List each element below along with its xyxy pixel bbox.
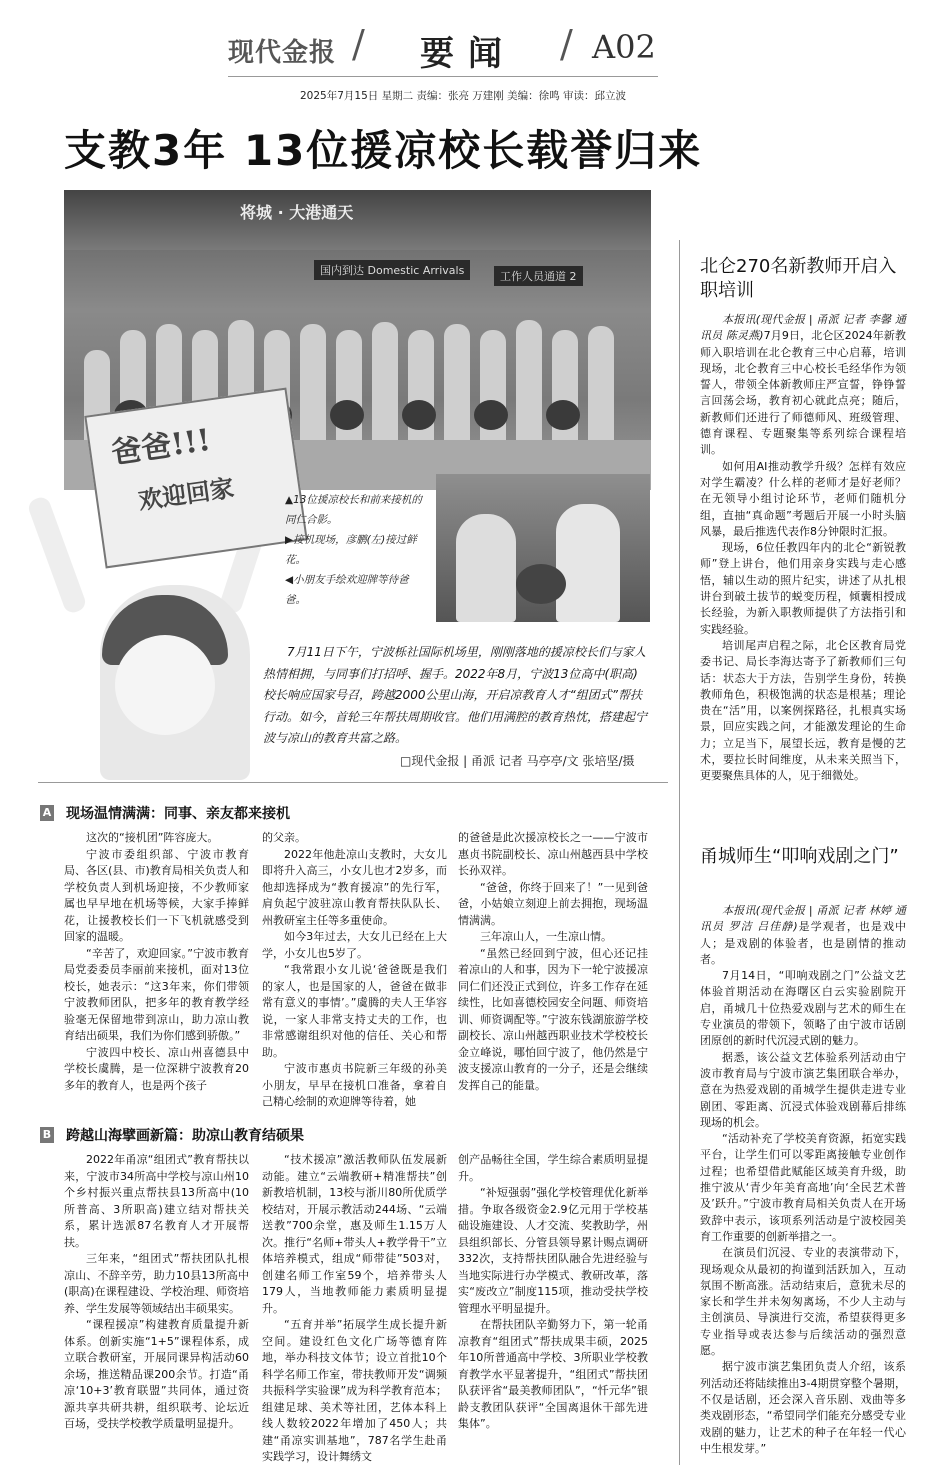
dateline: 2025年7月15日 星期二 责编：张亮 万建刚 美编：徐鸣 审读：邱立波 [300,90,626,102]
paragraph: 宁波市委组织部、宁波市教育局、各区(县、市)教育局相关负责人和学校负责人到机场迎接，不少教师家属也早早地在机场等候，大家手捧鲜花，让援教校长们一下飞机就感受到回家的温暖。 [64,847,249,943]
arm [26,495,88,615]
arrivals-sign-cn: 国内到达 [320,264,364,277]
lede-paragraph: 7月11日下午，宁波栎社国际机场里，刚刚落地的援凉校长们与家人热情相拥，与同事们打招呼、握手。2022年8月，宁波13位高中(职高)校长响应国家号召，跨越2000公里山海，开启凉教育人才“组团式”帮扶行动。如今，首轮三年帮扶周期收官。他们用满腔的教育热忱，搭建起宁波与凉山的教育共富之路。 [263,645,648,745]
paragraph: 的父亲。 [262,831,306,844]
sidebar-1-title: 北仑270名新教师开启入职培训 [700,256,897,301]
paragraph-text: 是学观者，也是戏中人；是戏剧的体验者，也是剧情的推动者。 [700,920,906,966]
page-number: A02 [592,28,656,66]
bouquet [402,400,436,430]
paragraph: “补短强弱”强化学校管理优化新举措。争取各级资金2.9亿元用于学校基础设施建设、人才交流、奖教助学，州县组织部长、分管县领导累计赐点调研332次，支持帮扶团队融合先进经验与当地实际进行办学模式、教研改革，落实“废改立”制度115项，推动受扶学校管理水平明显提升。 [458,1186,648,1315]
column-divider [679,240,680,1465]
sidebar-1-kicker: 本报讯(现代金报 | 甬派 记者 李馨 通讯员 陈灵燕) [700,313,906,343]
person-right [556,504,620,622]
paragraph: 创产品畅往全国，学生综合素质明显提升。 [458,1153,648,1183]
section-name: 要闻 [420,34,516,74]
paragraph [700,903,906,968]
byline: □现代金报 | 甬派 记者 马亭亭/文 张培坚/摄 [400,754,635,768]
staff-sign-label: 工作人员通道 [500,270,566,283]
section-a-column-2 [262,830,447,1111]
bouquet [330,400,364,430]
gate-number: 2 [569,270,577,283]
bouquet [516,564,566,604]
person [480,330,506,450]
person [588,326,614,450]
paragraph: 在帮扶团队辛勤努力下，第一轮甬凉教育“组团式”帮扶成果丰硕，2025年10所普通高中学校、3所职业学校教育教学水平显著提升，“组团式”帮扶团队获评省“最美教师团队”，“忏元华”银龄支教团队获评“全国离退休干部先进集体”。 [458,1318,648,1430]
paragraph: “虽然已经回到宁波，但心还记挂着凉山的人和事，因为下一轮宁波援凉同仁们还没正式到位，许多工作存在延续性，比如喜德校园安全问题、师资培训、师资调配等。”宁波东钱湖旅游学校副校长、凉山州越西职业技术学校校长金立峰说，哪怕回宁波了，他仍然是宁波支援凉山教育的一分子，还是会继续发挥自己的能量。 [458,946,648,1092]
masthead-divider: / [352,22,365,66]
section-tag-a: A [40,805,54,821]
section-b-column-1 [64,1152,249,1433]
person [516,320,542,450]
section-b-column-3 [458,1152,648,1433]
section-b-title: 跨越山海擘画新篇：助凉山教育结硕果 [66,1128,304,1144]
paragraph: “技术援凉”激活教师队伍发展新动能。建立“云端教研+精准帮扶”创新教培机制，13校与浙川80所优质学校结对，开展示教活动244场、“云端送教”700余堂，惠及师生1.15万人次。推行“名师+带头人+教学骨干”立体培养模式，组成“师带徒”503对，创建名师工作室59个，培养带头人179人，当地教师能力素质明显提升。 [262,1153,447,1315]
section-tag-b: B [40,1127,54,1143]
masthead [0,0,934,80]
section-a-column-1 [64,830,249,1094]
placard-line-1: 爸爸!!! [109,422,213,472]
paragraph: 如今3年过去，大女儿已经在上大学，小女儿也5岁了。 [262,930,447,960]
paragraph: 在演员们沉浸、专业的表演带动下，现场观众从最初的拘谨到活跃加入，互动氛围不断高涨。活动结束后，意犹未尽的家长和学生并未匆匆离场，不少人主动与主创演员、导演进行交流，希望获得更多专业指导或表达参与后续活动的强烈意愿。 [700,1246,906,1358]
paragraph: 培训尾声启程之际，北仑区教育局党委书记、局长李海达寄予了新教师们三句话：状态大于方法，告别学生身份，转换教师角色，积极饱满的状态是根基；理论贵在“活”用，以案例探路径，扎根真实场景，回应实践之问，才能激发理论的生命力；立足当下，展望长远，教育是慢的艺术，要拉长时间维度，从未来关照当下，更要聚焦具体的人，见于细微处。 [700,638,906,783]
masthead-divider: / [560,22,573,66]
person [336,330,362,450]
person [372,322,398,450]
person [552,330,578,450]
arrivals-sign-en: Domestic Arrivals [367,264,465,277]
paragraph: 现场，6位任教四年内的北仑“新锐教师”登上讲台，他们用亲身实践与走心感悟，辅以生动的照片纪实，讲述了从扎根讲台到破土拔节的蜕变历程，倾囊相授成长经验，为新入职教师提供了方法指引和实践经验。 [700,541,906,636]
caption-line: ◀小朋友手绘欢迎牌等待爸爸。 [285,574,409,606]
bouquet [474,400,508,430]
paragraph: 三年凉山人，一生凉山情。 [480,930,612,943]
caption-line: ▶接机现场，彦鹏(左)接过鲜花。 [285,534,417,566]
handshake-photo [436,474,650,622]
bouquet [546,400,580,430]
paragraph: “辛苦了，欢迎回家。”宁波市教育局党委委员李丽前来接机，面对13位校长，她表示：“这3年来，你们带领宁波教师团队，把多年的教育教学经验毫无保留地带到凉山，助力凉山教育结出硕果，我们为你们感到骄傲。” [64,946,249,1042]
person-left [456,514,516,622]
paragraph: 7月14日，“叩响戏剧之门”公益文艺体验首期活动在海曙区白云实验剧院开启，甬城几十位热爱戏剧与艺术的师生在专业演员的带领下，领略了由宁波市话剧团原创的新时代沉浸式剧的魅力。 [700,969,906,1048]
paragraph: “五育并举”拓展学生成长提升新空间。建设红色文化广场等德育阵地，举办科技文体节；设立首批10个科学名师工作室，带扶教师开发“调频共振科学实验课”成为科学教育范本；组建足球、美术等社团，艺体本科上线人数较2022年增加了450人；共建“甬凉实训基地”，787名学生赴甬实践学习，设计舞绣文 [262,1318,447,1463]
paragraph: 如何用AI推动教学升级？怎样有效应对学生霸凌？什么样的老师才是好老师？在无领导小组讨论环节，老师们随机分组，直抽“真命题”考题后开展一小时头脑风暴，最后推选代表作8分钟限时汇报。 [700,459,906,538]
banner-text: 将城 · 大港通天 [240,203,354,222]
person [444,324,470,450]
arrivals-sign [314,260,470,280]
person [408,330,434,450]
sidebar-2-body [700,903,906,1457]
paragraph [700,312,906,459]
paragraph: “课程援凉”构建教育质量提升新体系。创新实施“1+5”课程体系，成立联合教研室，开展同课异构活动60余场，推送精品课200余节。打造“甬凉‘10+3’教育联盟”共同体，通过资源共享共研共耕，组织联考、论坛近百场，受扶学校教学质量明显提升。 [64,1318,249,1430]
child-face [115,635,215,735]
girl-with-placard-photo [40,395,280,780]
sidebar-1-body [700,312,906,785]
paragraph: 这次的“接机团”阵容庞大。 [86,831,219,844]
paragraph: “爸爸，你终于回来了！”一见到爸爸，小姑娘立刻迎上前去拥抱，现场温情满满。 [458,880,648,927]
divider [38,782,668,783]
section-a-title: 现场温情满满：同事、亲友都来接机 [66,806,290,822]
paragraph: “活动补充了学校美育资源，拓宽实践平台，让学生们可以零距离接触专业创作过程；也希望借此赋能区域美育升级，助推宁波从‘青少年美育高地’向‘全民艺术普及’跃升。”宁波市教育局相关负责人在开场致辞中表示，该项系列活动是宁波校园美育工作重要的创新举措之一。 [700,1132,906,1243]
paragraph: 的爸爸是此次援凉校长之一——宁波市惠贞书院副校长、凉山州越西县中学校长孙双祥。 [458,831,648,877]
paragraph-text: 7月9日，北仑区2024年新教师入职培训在北仑教育三中心启幕，培训现场，北仑教育三中心校长毛经华作为领誓人，带领全体新教师庄严宣誓，铮铮誓言回荡会场，教育初心就此点亮；随后，新教师们还进行了师德师风、班级管理、德育课程、专题聚集等系列综合课程培训。 [700,329,906,457]
person [300,324,326,450]
newspaper-brand: 现代金报 [228,38,337,68]
masthead-rule [228,76,658,77]
section-b-column-2 [262,1152,447,1466]
sidebar-2-kicker: 本报讯(现代金报 | 甬派 记者 林婷 通讯员 罗洁 吕佳静) [700,904,906,934]
photo-caption [285,490,425,610]
placard-line-2: 欢迎回家 [136,472,236,516]
welcome-placard [84,388,307,569]
section-a-column-3 [458,830,648,1094]
headline: 支教3年 13位援凉校长载誉归来 [64,126,703,175]
paragraph: “我常跟小女儿说‘爸爸既是我们的家人，也是国家的人，爸爸在做非常有意义的事情’。”虞腾的夫人王华容说，一家人非常支持丈夫的工作，也非常感谢组织对他的信任、关心和帮助。 [262,963,447,1059]
paragraph: 宁波市惠贞书院新三年级的孙美小朋友，早早在接机口准备，拿着自己精心绘制的欢迎牌等待着，她 [262,1062,447,1108]
caption-line: ▲13位援凉校长和前来接机的同仁合影。 [285,494,422,526]
paragraph: 三年来，“组团式”帮扶团队扎根凉山、不辞辛劳，助力10县13所高中(职高)在课程建设、学校治理、师资培养、学生发展等领域结出丰硕果实。 [64,1252,249,1315]
staff-sign [494,266,583,286]
paragraph: 据宁波市演艺集团负责人介绍，该系列活动还将陆续推出3-4期贯穿整个暑期，不仅是话剧，还会深入音乐剧、戏曲等多类戏剧形态，“希望同学们能充分感受专业戏剧的魅力，让艺术的种子在年轻一代心中生根发芽。” [700,1360,906,1455]
sidebar-2-title: 甬城师生“叩响戏剧之门” [700,846,899,867]
paragraph: 2022年甬凉“组团式”教育帮扶以来，宁波市34所高中学校与凉山州10个乡村振兴重点帮扶县13所高中(10所普高、3所职高)建立结对帮扶关系，累计选派87名教育人才开展帮扶。 [64,1153,249,1249]
paragraph: 宁波四中校长、凉山州喜德县中学校长虞腾，是一位深耕宁波教育20多年的教育人，也是两个孩子 [64,1045,249,1092]
paragraph: 据悉，该公益文艺体验系列活动由宁波市教育局与宁波市演艺集团联合举办，意在为热爱戏剧的甬城学生提供走进专业剧团、零距离、沉浸式体验戏剧幕后排练现场的机会。 [700,1050,906,1129]
paragraph: 2022年他赴凉山支教时，大女儿即将升入高三，小女儿也才2岁多，而他却选择成为“教育援凉”的先行军，肩负起宁波驻凉山教育帮扶队队长、州教研室主任等多重使命。 [262,847,447,927]
